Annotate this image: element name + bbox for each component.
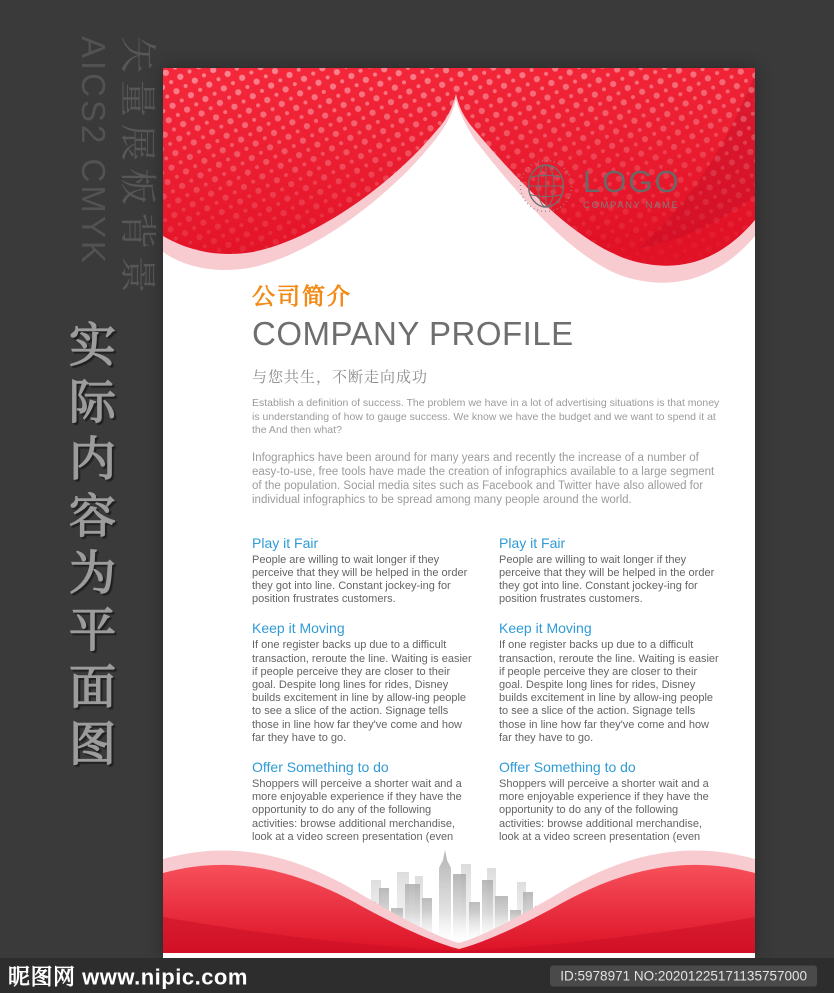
image-id-badge: ID:5978971 NO:20201225171135757000 [550,965,817,986]
intro-paragraph-1: Establish a definition of success. The problem we have in a lot of advertising situations is that money is understanding of how to gauge success. We know we have the budget and we want to spend it at the And then what? [252,397,720,436]
section-body: Shoppers will perceive a shorter wait and a more enjoyable experience if they have the opportunity to do any of the following activities: browse additional merchandise, look at a video screen presentation (even [252,777,462,843]
section-keep-it-moving [252,620,477,745]
section-title: Offer Something to do [252,758,389,775]
intro-paragraph-2: Infographics have been around for many years and recently the increase of a number of easy-to-use, free tools have made the creation of infographics available to a large segment of the population. Social media sites such as Facebook and Twitter have also allowed for individual infographics to be spread among many people around the world. [252,451,715,506]
bottom-info-bar [0,958,834,993]
section-title: Keep it Moving [252,620,345,637]
section-play-it-fair [252,535,477,607]
site-watermark: 昵图网 www.nipic.com [8,964,248,989]
side-annotation-title: 矢量展板背景 [117,36,158,300]
side-annotation-note: 实际内容为平面图 [63,320,116,776]
section-columns [252,535,724,858]
column-right [499,535,724,858]
section-title: Play it Fair [252,534,319,551]
section-body: Shoppers will perceive a shorter wait and a more enjoyable experience if they have the opportunity to do any of the following activities: browse additional merchandise, look at a video screen presentation (even [499,777,709,843]
logo-company-name: COMPANY NAME [583,200,680,211]
side-annotation-subtitle: AICS2 CMYK [74,36,112,266]
logo-text [583,166,681,211]
section-body: If one register backs up due to a difficult transaction, reroute the line. Waiting is easier if people perceive they are closer to their goal. Despite long lines for rides, Disney builds excitement in line by allow-ing people to see a slice of the action. Signage tells those in line how far they've come and how far they have to go. [499,639,719,744]
section-body: People are willing to wait longer if they perceive that they will be helped in the order they got into line. Constant jockey-ing for position frustrates customers. [499,553,715,606]
footer-wave-art [163,833,755,958]
section-title: Play it Fair [499,534,566,551]
section-offer-something [252,759,477,844]
side-annotation-rotated [73,36,161,300]
title-chinese: 公司简介 [252,283,352,309]
poster-canvas [163,68,755,958]
section-play-it-fair [499,535,724,607]
tagline: 与您共生，不断走向成功 [252,369,429,386]
globe-icon [519,158,573,219]
section-body: If one register backs up due to a difficult transaction, reroute the line. Waiting is easier if people perceive they are closer to their goal. Despite long lines for rides, Disney builds excitement in line by allow-ing people to see a slice of the action. Signage tells those in line how far they've come and how far they have to go. [252,639,472,744]
section-title: Keep it Moving [499,620,592,637]
section-title: Offer Something to do [499,758,636,775]
column-left [252,535,477,858]
section-offer-something [499,759,724,844]
company-logo [519,158,681,219]
logo-name: LOGO [583,164,681,199]
section-body: People are willing to wait longer if they perceive that they will be helped in the order they got into line. Constant jockey-ing for position frustrates customers. [252,553,468,606]
poster-content [252,278,724,858]
section-keep-it-moving [499,620,724,745]
title-english: COMPANY PROFILE [252,315,574,352]
